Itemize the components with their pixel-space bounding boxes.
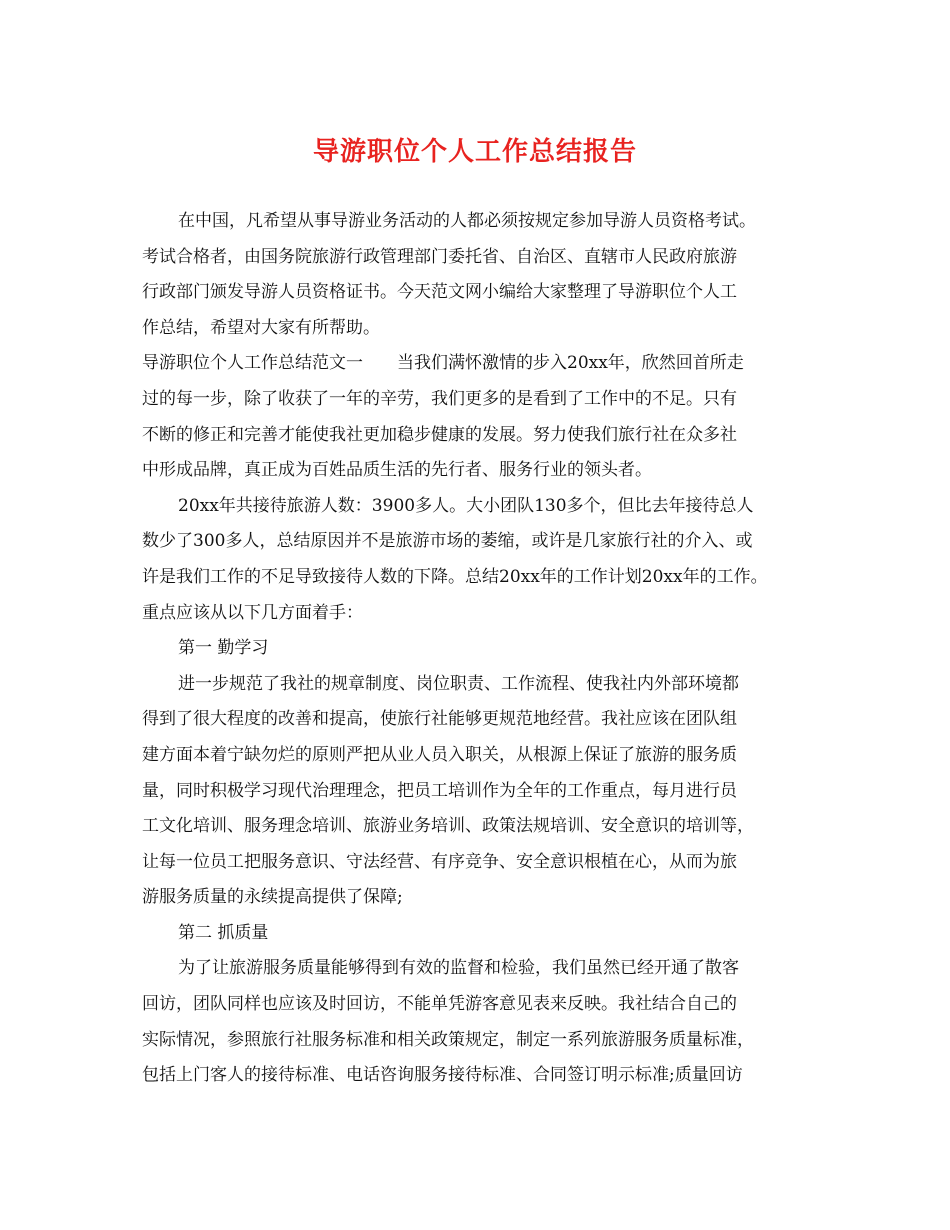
text-line: 第一 勤学习 — [178, 638, 269, 659]
text-line: 进一步规范了我社的规章制度、岗位职责、工作流程、使我社内外部环境都 — [178, 673, 739, 694]
text-line: 在中国，凡希望从事导游业务活动的人都必须按规定参加导游人员资格考试。 — [178, 211, 756, 231]
text-line: 包括上门客人的接待标准、电话咨询服务接待标准、合同签订明示标准;质量回访 — [142, 1065, 743, 1086]
document-title: 导游职位个人工作总结报告 — [312, 137, 637, 167]
text-line: 让每一位员工把服务意识、守法经营、有序竞争、安全意识根植在心，从而为旅 — [142, 851, 737, 872]
document-body — [142, 204, 822, 1094]
text-line: 实际情况，参照旅行社服务标准和相关政策规定，制定一系列旅游服务质量标准， — [142, 1029, 754, 1050]
text-line: 数少了300多人，总结原因并不是旅游市场的萎缩，或许是几家旅行社的介入、或 — [142, 531, 753, 552]
text-line: 重点应该从以下几方面着手： — [142, 602, 363, 623]
text-line: 许是我们工作的不足导致接待人数的下降。总结20xx年的工作计划20xx年的工作。 — [142, 566, 768, 587]
text-line: 建方面本着宁缺勿烂的原则严把从业人员入职关，从根源上保证了旅游的服务质 — [142, 744, 737, 765]
text-line: 为了让旅游服务质量能够得到有效的监督和检验，我们虽然已经开通了散客 — [178, 958, 739, 979]
text-line: 游服务质量的永续提高提供了保障; — [142, 887, 403, 908]
text-line: 考试合格者，由国务院旅游行政管理部门委托省、自治区、直辖市人民政府旅游 — [142, 246, 737, 267]
text-line: 行政部门颁发导游人员资格证书。今天范文网小编给大家整理了导游职位个人工 — [142, 282, 737, 303]
text-line: 过的每一步，除了收获了一年的辛劳，我们更多的是看到了工作中的不足。只有 — [142, 388, 737, 409]
text-line: 得到了很大程度的改善和提高，使旅行社能够更规范地经营。我社应该在团队组 — [142, 709, 737, 730]
text-line: 中形成品牌，真正成为百姓品质生活的先行者、服务行业的领头者。 — [142, 460, 652, 481]
text-line: 工文化培训、服务理念培训、旅游业务培训、政策法规培训、安全意识的培训等， — [142, 816, 754, 837]
text-line: 导游职位个人工作总结范文一 当我们满怀激情的步入20xx年，欣然回首所走 — [142, 353, 744, 374]
text-line: 第二 抓质量 — [178, 922, 269, 943]
text-line: 20xx年共接待旅游人数：3900多人。大小团队130多个，但比去年接待总人 — [178, 495, 754, 516]
text-line: 不断的修正和完善才能使我社更加稳步健康的发展。努力使我们旅行社在众多社 — [142, 424, 737, 445]
text-line: 回访，团队同样也应该及时回访，不能单凭游客意见表来反映。我社结合自己的 — [142, 994, 737, 1015]
text-line: 作总结，希望对大家有所帮助。 — [142, 317, 380, 338]
text-line: 量，同时积极学习现代治理理念，把员工培训作为全年的工作重点，每月进行员 — [142, 780, 737, 801]
